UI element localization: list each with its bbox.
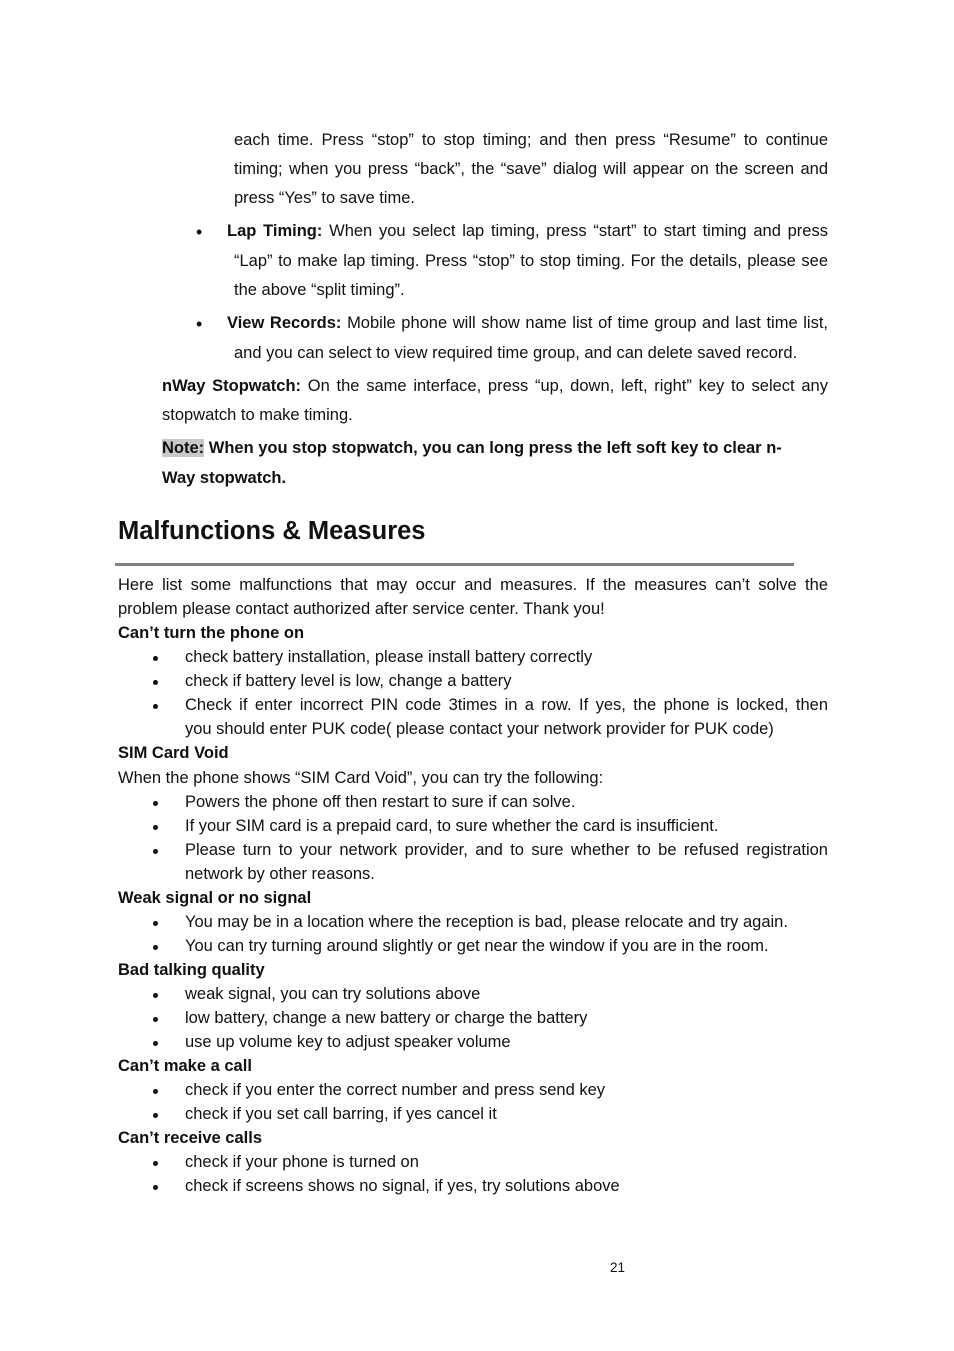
nway-text: On the same interface, press “up, down, left, right” key to select any xyxy=(307,377,828,395)
bullet-icon: • xyxy=(196,222,203,242)
lap-timing-text: When you select lap timing, press “start” to start timing and press xyxy=(329,222,828,240)
nway-label: nWay Stopwatch: xyxy=(162,377,302,395)
heading-rule xyxy=(115,563,794,566)
view-records-line xyxy=(227,314,828,333)
subsection-title: Can’t make a call xyxy=(118,1057,252,1075)
lap-timing-line xyxy=(227,222,828,241)
continuation-line: timing; when you press “back”, the “save” dialog will appear on the screen and xyxy=(234,160,828,178)
bullet-icon xyxy=(153,656,158,661)
bullet-icon xyxy=(153,825,158,830)
subsection-title: Weak signal or no signal xyxy=(118,889,312,907)
bullet-icon xyxy=(153,921,158,926)
list-item: check if you set call barring, if yes cancel it xyxy=(185,1105,497,1123)
bullet-icon xyxy=(153,1089,158,1094)
note-label: Note: xyxy=(162,439,205,457)
bullet-icon xyxy=(153,801,158,806)
note-line xyxy=(162,439,782,458)
lap-timing-label: Lap Timing: xyxy=(227,222,323,240)
lap-timing-line: the above “split timing”. xyxy=(234,281,405,299)
list-item: check if you enter the correct number and press send key xyxy=(185,1081,606,1099)
view-records-text: Mobile phone will show name list of time group and last time list, xyxy=(347,314,829,332)
continuation-line: press “Yes” to save time. xyxy=(234,189,415,207)
subsection-title: SIM Card Void xyxy=(118,744,229,762)
list-item: You may be in a location where the reception is bad, please relocate and try again. xyxy=(185,913,788,931)
bullet-icon xyxy=(153,1113,158,1118)
list-item: check battery installation, please install battery correctly xyxy=(185,648,593,666)
list-item-continuation: you should enter PUK code( please contact your network provider for PUK code) xyxy=(185,720,774,738)
bullet-icon: • xyxy=(196,314,203,334)
intro-line: Here list some malfunctions that may occur and measures. If the measures can’t solve the xyxy=(118,576,828,594)
list-item: low battery, change a new battery or charge the battery xyxy=(185,1009,588,1027)
bullet-icon xyxy=(153,849,158,854)
list-item: If your SIM card is a prepaid card, to sure whether the card is insufficient. xyxy=(185,817,719,835)
list-item: Please turn to your network provider, and to sure whether to be refused registration xyxy=(185,841,828,859)
list-item: Check if enter incorrect PIN code 3times in a row. If yes, the phone is locked, then xyxy=(185,696,828,714)
note-line: Way stopwatch. xyxy=(162,469,287,487)
list-item: use up volume key to adjust speaker volume xyxy=(185,1033,511,1051)
bullet-icon xyxy=(153,1161,158,1166)
bullet-icon xyxy=(153,945,158,950)
nway-line: stopwatch to make timing. xyxy=(162,406,353,424)
list-item: You can try turning around slightly or get near the window if you are in the room. xyxy=(185,937,769,955)
bullet-icon xyxy=(153,680,158,685)
list-item: check if your phone is turned on xyxy=(185,1153,419,1171)
continuation-line: each time. Press “stop” to stop timing; and then press “Resume” to continue xyxy=(234,131,828,149)
section-heading: Malfunctions & Measures xyxy=(118,517,426,545)
list-item: Powers the phone off then restart to sure if can solve. xyxy=(185,793,576,811)
view-records-line: and you can select to view required time group, and can delete saved record. xyxy=(234,344,798,362)
list-item: weak signal, you can try solutions above xyxy=(185,985,481,1003)
intro-line: problem please contact authorized after service center. Thank you! xyxy=(118,600,605,618)
subsection-title: Can’t receive calls xyxy=(118,1129,263,1147)
view-records-label: View Records: xyxy=(227,314,342,332)
bullet-icon xyxy=(153,1041,158,1046)
nway-line xyxy=(162,377,828,396)
subsection-title: Can’t turn the phone on xyxy=(118,624,305,642)
list-item: check if screens shows no signal, if yes, try solutions above xyxy=(185,1177,620,1195)
list-item-continuation: network by other reasons. xyxy=(185,865,375,883)
bullet-icon xyxy=(153,1017,158,1022)
list-item: check if battery level is low, change a battery xyxy=(185,672,512,690)
subsection-title: Bad talking quality xyxy=(118,961,265,979)
subsection-intro: When the phone shows “SIM Card Void”, you can try the following: xyxy=(118,769,604,787)
bullet-icon xyxy=(153,1185,158,1190)
bullet-icon xyxy=(153,993,158,998)
page-number: 21 xyxy=(610,1260,626,1275)
note-text: When you stop stopwatch, you can long press the left soft key to clear n- xyxy=(208,439,782,457)
lap-timing-line: “Lap” to make lap timing. Press “stop” to stop timing. For the details, please see xyxy=(234,252,828,270)
bullet-icon xyxy=(153,704,158,709)
